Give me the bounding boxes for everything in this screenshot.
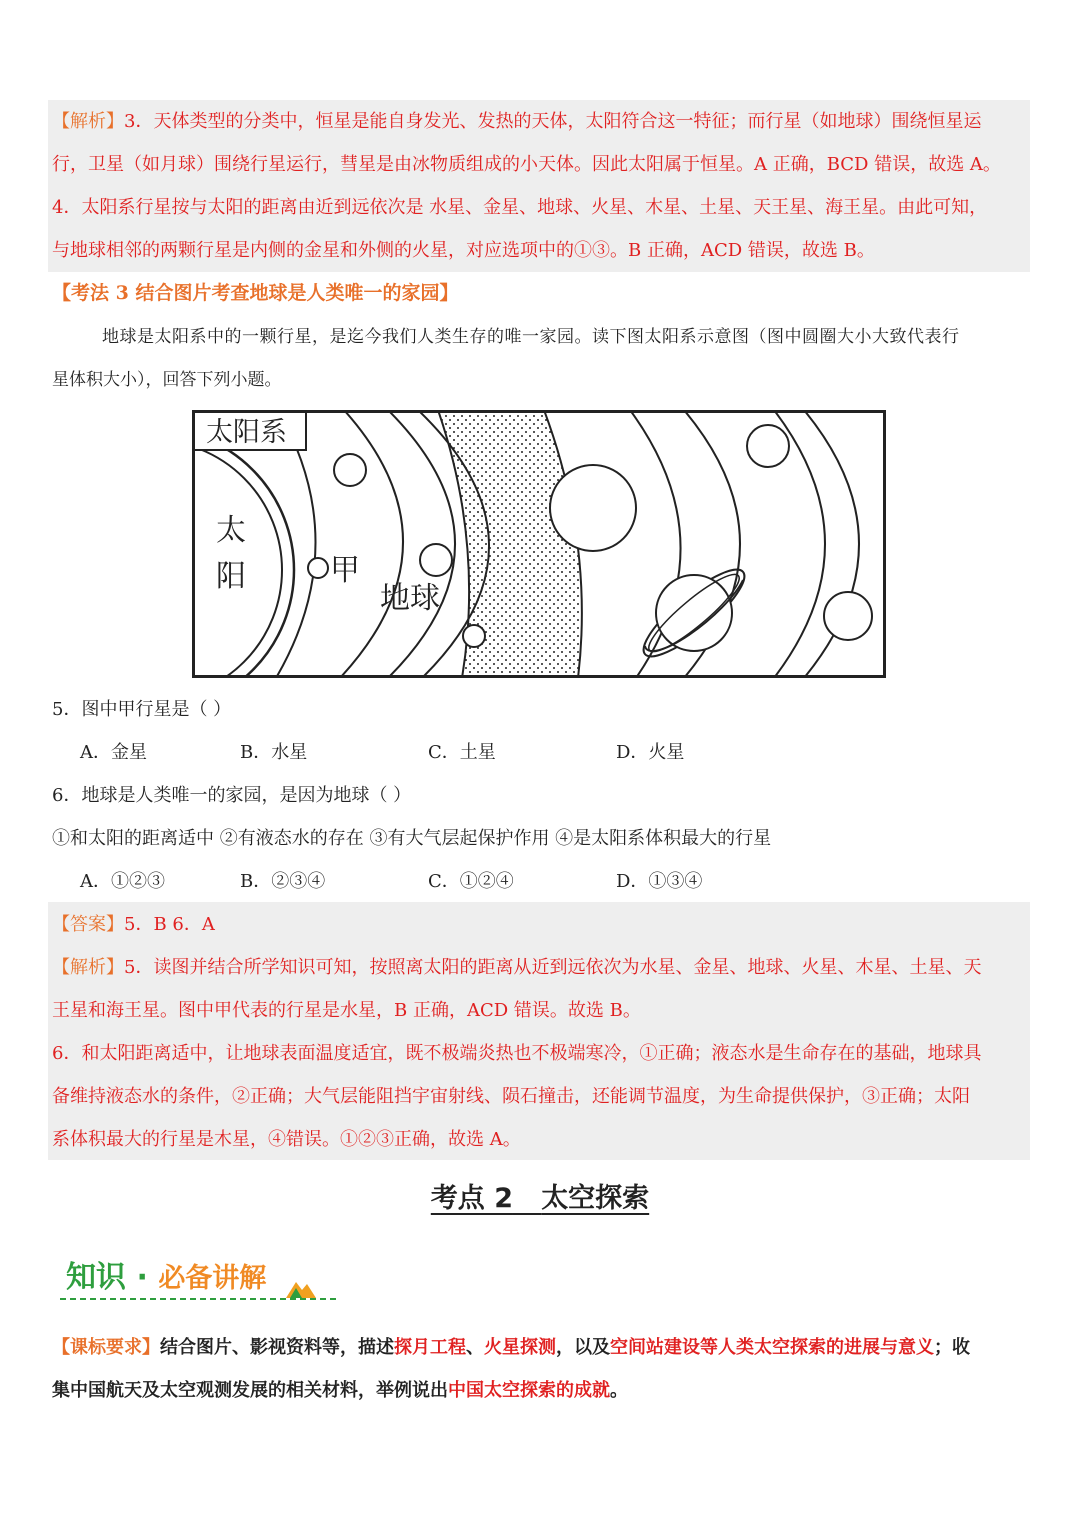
planet-jia — [308, 558, 328, 578]
planet-earth — [420, 544, 452, 576]
answer-line: 【答案】5．B 6．A — [52, 914, 215, 935]
analysis-line-4: 与地球相邻的两颗行星是内侧的金星和外侧的火星，对应选项中的①③。B 正确，ACD 错误，故选 B。 — [52, 240, 875, 261]
intro-line-2: 星体积大小），回答下列小题。 — [52, 370, 282, 390]
method-heading: 【考法 3 结合图片考查地球是人类唯一的家园】 — [52, 282, 459, 304]
curriculum-line-2: 集中国航天及太空观测发展的相关材料，举例说出中国太空探索的成就。 — [52, 1380, 628, 1401]
planet-jupiter — [550, 465, 636, 551]
q6-option-a: A．①②③ — [80, 871, 165, 892]
question-5: 5．图中甲行星是（ ） — [52, 699, 232, 720]
analysis2-label: 【解析】 — [52, 957, 124, 978]
analysis-line-1: 【解析】3．天体类型的分类中，恒星是能自身发光、发热的天体，太阳符合这一特征；而行星（如地球）围绕恒星运 — [52, 111, 982, 132]
q5-option-d: D．火星 — [616, 742, 685, 763]
intro-line-1: 地球是太阳系中的一颗行星，是迄今我们人类生存的唯一家园。读下图太阳系示意图（图中圆圈大小大致代表行 — [102, 327, 960, 347]
asteroid-belt — [438, 410, 582, 678]
analysis-line-2: 行，卫星（如月球）围绕行星运行，彗星是由冰物质组成的小天体。因此太阳属于恒星。A 正确，BCD 错误，故选 A。 — [52, 154, 1001, 175]
q5-option-a: A．金星 — [80, 742, 147, 763]
analysis2-line-4: 备维持液态水的条件，②正确；大气层能阻挡宇宙射线、陨石撞击，还能调节温度，为生命提供保护，③正确；太阳 — [52, 1086, 970, 1107]
q6-option-c: C．①②④ — [428, 871, 514, 892]
orbit — [388, 410, 455, 678]
q6-option-b: B．②③④ — [240, 871, 326, 892]
analysis2-line-1: 【解析】5．读图并结合所学知识可知，按照离太阳的距离从近到远依次为水星、金星、地球、火星、木星、土星、天 — [52, 957, 982, 978]
q5-option-c: C．土星 — [428, 742, 496, 763]
planet-mars — [463, 625, 485, 647]
section-title: 考点 2 太空探索 — [430, 1183, 650, 1214]
analysis-label: 【解析】 — [52, 111, 124, 132]
figure-title: 太阳系 — [206, 417, 287, 448]
answer-label: 【答案】 — [52, 914, 124, 935]
planet-neptune — [824, 592, 872, 640]
q6-statements: ①和太阳的距离适中 ②有液态水的存在 ③有大气层起保护作用 ④是太阳系体积最大的行星 — [52, 828, 772, 849]
analysis2-line-5: 系体积最大的行星是木星，④错误。①②③正确，故选 A。 — [52, 1129, 521, 1150]
jia-label: 甲 — [330, 553, 360, 588]
curriculum-line-1: 【课标要求】结合图片、影视资料等，描述探月工程、火星探测，以及空间站建设等人类太空探索的进展与意义；收 — [52, 1337, 970, 1358]
sun-label-1: 太 — [216, 513, 246, 548]
knowledge-banner: 知识 · 必备讲解 — [66, 1260, 267, 1295]
q6-option-d: D．①③④ — [616, 871, 703, 892]
answer-block — [48, 902, 1030, 1160]
planet-uranus — [747, 425, 789, 467]
analysis2-line-3: 6．和太阳距离适中，让地球表面温度适宜，既不极端炎热也不极端寒冷，①正确；液态水是生命存在的基础，地球具 — [52, 1043, 982, 1064]
orbit — [340, 410, 403, 678]
mountain-icon — [286, 1276, 316, 1300]
question-6: 6．地球是人类唯一的家园，是因为地球（ ） — [52, 785, 412, 806]
sun-label-2: 阳 — [216, 559, 246, 594]
curriculum-label: 【课标要求】 — [52, 1337, 160, 1358]
q5-option-b: B．水星 — [240, 742, 308, 763]
planet-saturn — [633, 558, 754, 668]
analysis2-line-2: 王星和海王星。图中甲代表的行星是水星，B 正确，ACD 错误。故选 B。 — [52, 1000, 641, 1021]
analysis-line-3: 4．太阳系行星按与太阳的距离由近到远依次是 水星、金星、地球、火星、木星、土星、天王星、海王星。由此可知， — [52, 197, 988, 218]
planet-venus — [334, 454, 366, 486]
solar-system-figure — [192, 410, 886, 678]
earth-label: 地球 — [380, 581, 440, 616]
banner-underline — [60, 1298, 336, 1300]
